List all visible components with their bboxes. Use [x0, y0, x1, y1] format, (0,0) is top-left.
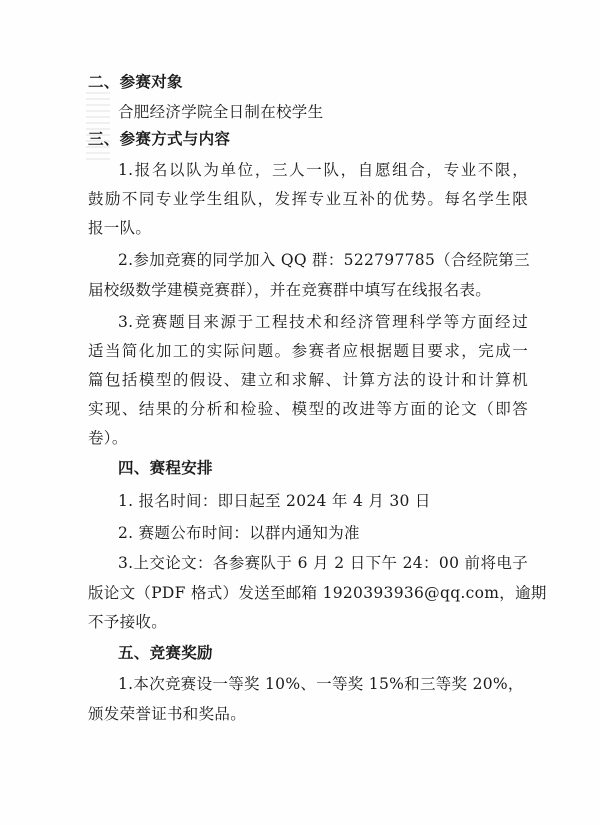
method-p1-line3: 报一队。: [88, 219, 152, 237]
method-p1-line1: 1.报名以队为单位，三人一队，自愿组合，专业不限，: [118, 161, 528, 179]
schedule-item-submission-line1: 3.上交论文：各参赛队于 6 月 2 日下午 24：00 前将电子: [118, 554, 528, 572]
method-p2-line1: 2.参加竞赛的同学加入 QQ 群：522797785（合经院第三: [118, 251, 530, 269]
method-p3-line4: 实现、结果的分析和检验、模型的改进等方面的论文（即答: [88, 400, 528, 418]
section-heading-participants: 二、参赛对象: [88, 73, 183, 91]
section-heading-awards: 五、竞赛奖励: [118, 644, 213, 662]
method-p3-line5: 卷）。: [88, 429, 128, 447]
scan-artifact: [86, 92, 110, 164]
schedule-item-submission-line2: 版论文（PDF 格式）发送至邮箱 1920393936@qq.com，逾期: [88, 584, 547, 602]
awards-item-line2: 颁发荣誉证书和奖品。: [88, 705, 247, 723]
schedule-item-submission-line3: 不予接收。: [88, 613, 168, 631]
method-p2-line2: 届校级数学建模竞赛群），并在竞赛群中填写在线报名表。: [88, 281, 492, 299]
method-p3-line1: 3.竞赛题目来源于工程技术和经济管理科学等方面经过: [118, 313, 528, 331]
awards-item-line1: 1.本次竞赛设一等奖 10%、一等奖 15%和三等奖 20%，: [118, 675, 524, 693]
section-heading-schedule: 四、赛程安排: [118, 459, 213, 477]
participants-text: 合肥经济学院全日制在校学生: [118, 103, 324, 121]
method-p3-line2: 适当简化加工的实际问题。参赛者应根据题目要求，完成一: [88, 342, 528, 360]
schedule-item-announcement: 2. 赛题公布时间：以群内通知为准: [118, 524, 360, 542]
method-p3-line3: 篇包括模型的假设、建立和求解、计算方法的设计和计算机: [88, 371, 528, 389]
section-heading-method: 三、参赛方式与内容: [88, 130, 231, 148]
schedule-item-registration: 1. 报名时间：即日起至 2024 年 4 月 30 日: [118, 492, 431, 510]
method-p1-line2: 鼓励不同专业学生组队，发挥专业互补的优势。每名学生限: [88, 190, 528, 208]
